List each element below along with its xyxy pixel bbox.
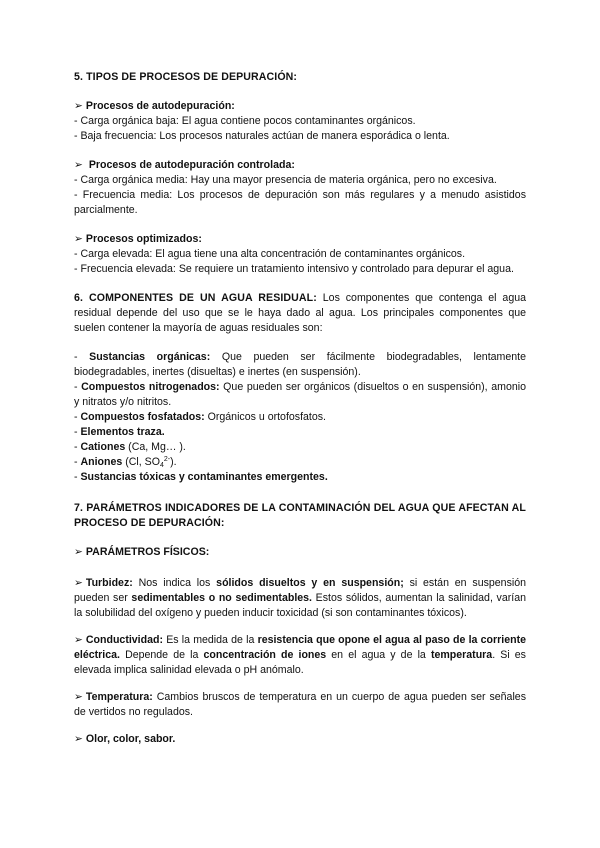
components-list: [74, 350, 526, 485]
group-title: Procesos optimizados:: [85, 233, 202, 245]
physical-params-subtitle: ➢ PARÁMETROS FÍSICOS:: [74, 546, 210, 558]
param-olor-color-sabor: ➢ Olor, color, sabor.: [74, 733, 176, 745]
arrow-icon: ➢: [74, 691, 83, 703]
group-autodepuracion-controlada: [74, 158, 526, 218]
group-title: Procesos de autodepuración controlada:: [88, 159, 295, 171]
group-title: Procesos de autodepuración:: [85, 100, 235, 112]
arrow-icon: ➢: [74, 634, 83, 646]
arrow-icon: ➢: [74, 733, 83, 745]
group-autodepuracion: [74, 99, 526, 144]
param-conductividad: ➢ Conductividad: Es la medida de la resistencia que opone el agua al paso de la corriente eléctrica. Depende de la concentración de iones en el agua y de la temperatura. Si es elevada implica salinidad elevada o pH anómalo.: [74, 634, 526, 676]
group-line: - Frecuencia elevada: Se requiere un tratamiento intensivo y controlado para depurar el agua.: [74, 263, 514, 275]
list-item: - Aniones (Cl, $SO_4^{2-}$).: [74, 456, 177, 469]
group-line: - Carga orgánica media: Hay una mayor presencia de materia orgánica, pero no excesiva.: [74, 174, 497, 186]
section-6-paragraph: [74, 291, 526, 336]
list-item: - Cationes (Ca, Mg… ).: [74, 441, 186, 453]
anion-superscript: 2-: [163, 456, 171, 463]
section-5-title: 5. TIPOS DE PROCESOS DE DEPURACIÓN:: [74, 71, 298, 83]
list-item: - Compuestos fosfatados: Orgánicos u ortofosfatos.: [74, 411, 326, 423]
section-6-title: 6. COMPONENTES DE UN AGUA RESIDUAL:: [74, 292, 317, 304]
section-7-title: 7. PARÁMETROS INDICADORES DE LA CONTAMINACIÓN DEL AGUA QUE AFECTAN AL PROCESO DE DEPURACIÓN:: [74, 502, 526, 529]
group-line: - Carga orgánica baja: El agua contiene pocos contaminantes orgánicos.: [74, 115, 416, 127]
arrow-icon: ➢: [74, 577, 83, 589]
group-optimizados: [74, 232, 526, 277]
arrow-icon: ➢: [74, 233, 83, 245]
anion-subscript: 4: [159, 462, 164, 469]
param-turbidez: ➢ Turbidez: Nos indica los sólidos disueltos y en suspensión; si están en suspensión pueden ser sedimentables o no sedimentables. Estos sólidos, aumentan la salinidad, varían la solubilidad del oxígeno y pueden inducir toxicidad (si son contaminantes tóxicos).: [74, 577, 527, 619]
group-line: - Carga elevada: El agua tiene una alta concentración de contaminantes orgánicos.: [74, 248, 466, 260]
group-line: - Baja frecuencia: Los procesos naturales actúan de manera esporádica o lenta.: [74, 130, 450, 142]
param-temperatura: ➢ Temperatura: Cambios bruscos de temperatura en un cuerpo de agua pueden ser señales de vertidos no regulados.: [74, 691, 526, 718]
document-content: [74, 70, 526, 747]
arrow-icon: ➢: [74, 546, 83, 558]
list-item: - Sustancias tóxicas y contaminantes emergentes.: [74, 471, 328, 483]
arrow-icon: ➢: [74, 100, 83, 112]
arrow-icon: ➢: [74, 159, 83, 171]
list-item: - Sustancias orgánicas: Que pueden ser fácilmente biodegradables, lentamente biodegradables, inertes (disueltas) e inertes (en suspensión).: [74, 351, 526, 378]
section-6-intro: Los componentes que contenga el agua residual depende del uso que se le haya dado al agua. Los principales componentes que suelen contener la mayoría de aguas residuales son:: [74, 292, 526, 334]
list-item: - Elementos traza.: [74, 426, 165, 438]
list-item: - Compuestos nitrogenados: Que pueden ser orgánicos (disueltos o en suspensión), amonio y nitratos y/o nitritos.: [74, 381, 526, 408]
group-line: - Frecuencia media: Los procesos de depuración son más regulares y a menudo asistidos parcialmente.: [74, 189, 526, 216]
